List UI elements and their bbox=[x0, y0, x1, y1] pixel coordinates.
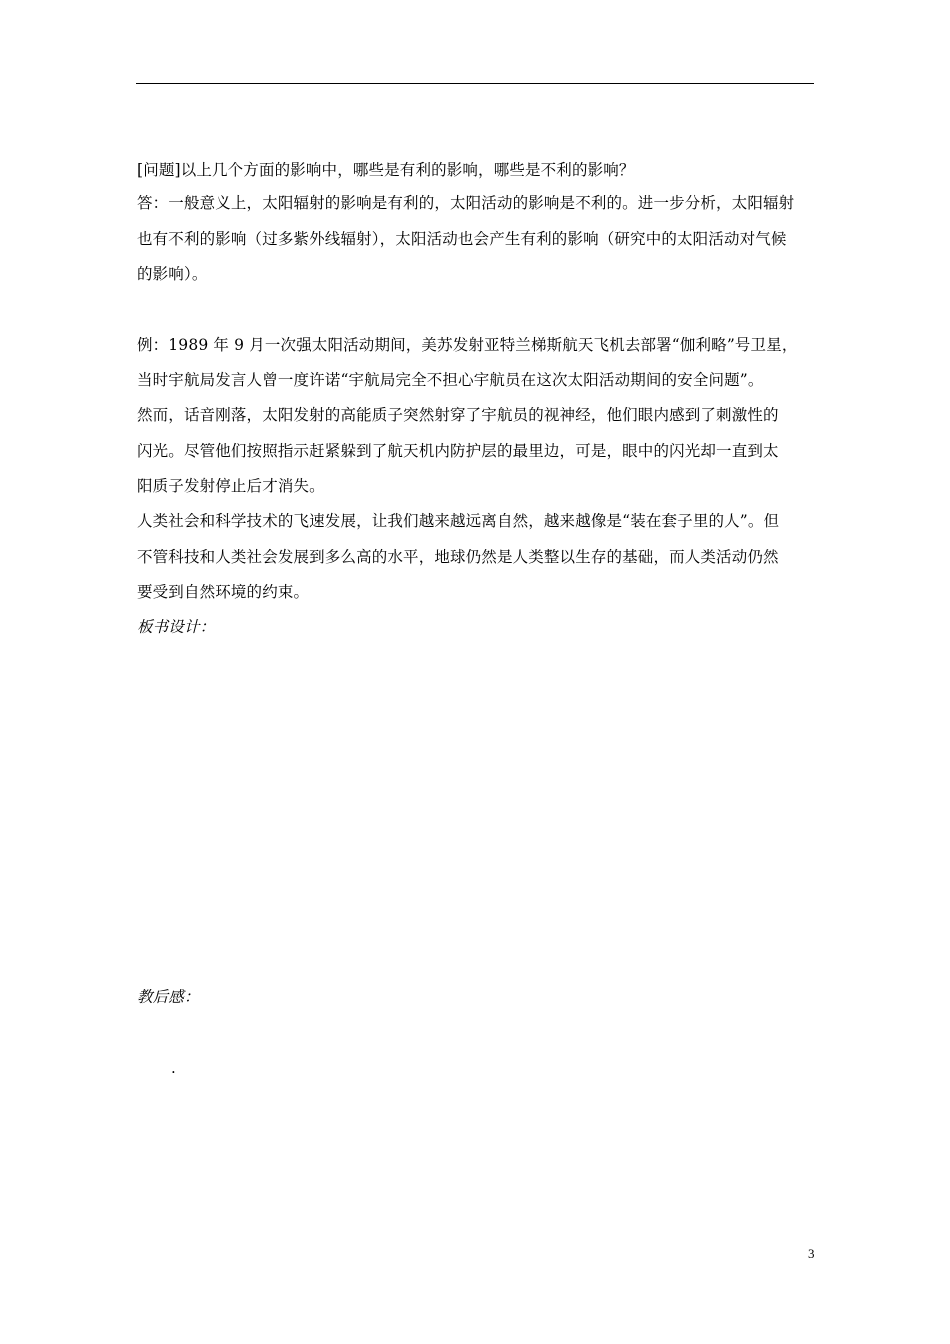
example-line-4: 闪光。尽管他们按照指示赶紧躲到了航天机内防护层的最里边，可是，眼中的闪光却一直到太 bbox=[137, 442, 779, 460]
question-line-1: [问题]以上几个方面的影响中，哪些是有利的影响，哪些是不利的影响？ bbox=[137, 161, 635, 179]
answer-line-1: 答：一般意义上，太阳辐射的影响是有利的，太阳活动的影响是不利的。进一步分析，太阳辐射 bbox=[137, 194, 795, 212]
conclusion-line-3: 要受到自然环境的约束。 bbox=[137, 583, 310, 601]
answer-line-3: 的影响）。 bbox=[137, 265, 208, 283]
example-line-1: 例：1989 年 9 月一次强太阳活动期间，美苏发射亚特兰梯斯航天飞机去部署“伽利略”号卫星， bbox=[137, 336, 798, 354]
stray-mark: . bbox=[171, 1059, 176, 1077]
answer-line-2: 也有不利的影响（过多紫外线辐射），太阳活动也会产生有利的影响（研究中的太阳活动对气候 bbox=[137, 230, 787, 248]
example-line-3: 然而，话音刚落，太阳发射的高能质子突然射穿了宇航员的视神经，他们眼内感到了刺激性的 bbox=[137, 406, 779, 424]
conclusion-line-2: 不管科技和人类社会发展到多么高的水平，地球仍然是人类整以生存的基础，而人类活动仍然 bbox=[137, 548, 779, 566]
reflection-label: 教后感： bbox=[137, 988, 200, 1006]
board-design-label: 板书设计： bbox=[137, 618, 216, 636]
header-rule bbox=[136, 83, 814, 84]
example-line-2: 当时宇航局发言人曾一度许诺“宇航局完全不担心宇航员在这次太阳活动期间的安全问题”。 bbox=[137, 371, 764, 389]
example-line-5: 阳质子发射停止后才消失。 bbox=[137, 477, 325, 495]
page-number: 3 bbox=[808, 1246, 815, 1261]
conclusion-line-1: 人类社会和科学技术的飞速发展，让我们越来越远离自然，越来越像是“装在套子里的人”。但 bbox=[137, 512, 780, 530]
